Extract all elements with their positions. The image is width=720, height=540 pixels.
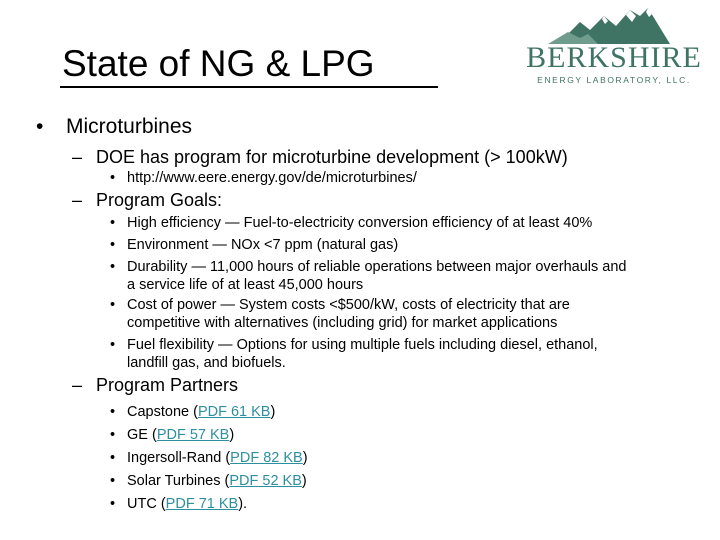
pdf-link[interactable]: PDF 57 KB [156,427,230,443]
pdf-link[interactable]: PDF 82 KB [230,450,303,466]
bullet-microturbines: Microturbines [66,115,193,138]
bullet-mark: • [110,404,116,420]
partner-name: Solar Turbines [127,473,221,489]
program-goals-heading: Program Goals: [96,190,223,210]
berkshire-logo [518,2,710,94]
goal-efficiency: High efficiency — Fuel-to-electricity conversion efficiency of at least 40% [127,215,593,231]
logo-subtitle: ENERGY LABORATORY, LLC. [537,75,691,85]
dash-mark: – [72,147,83,167]
paren-open: ( [156,496,166,512]
paren-open: ( [220,473,230,489]
paren-open: ( [189,404,198,420]
bullet-mark: • [110,170,116,186]
paren-close: ) [301,473,307,489]
goal-cost-line2: competitive with alternatives (including grid) for market applications [127,315,558,331]
bullet-mark: • [110,337,116,353]
doe-program-text: DOE has program for microturbine development (> 100kW) [96,147,568,167]
bullet-mark: • [36,115,44,138]
partner-name: Capstone [127,404,190,420]
partner-item [127,472,307,490]
goal-environment: Environment — NOx <7 ppm (natural gas) [127,237,399,253]
dash-mark: – [72,190,83,210]
logo-wordmark: BERKSHIRE [526,41,702,74]
paren-close: ) [229,427,235,443]
partner-name: Ingersoll-Rand [127,450,222,466]
partner-item [127,495,247,513]
paren-close: ) [270,404,276,420]
bullet-mark: • [110,259,116,275]
goal-durability-line1: Durability — 11,000 hours of reliable operations between major overhauls and [127,259,627,275]
pdf-link[interactable]: PDF 52 KB [229,473,302,489]
partner-item [127,403,275,421]
doe-url[interactable]: http://www.eere.energy.gov/de/microturbines/ [127,170,417,186]
bullet-mark: • [110,237,116,253]
partner-item [127,449,308,467]
paren-close: ). [238,496,248,512]
bullet-mark: • [110,427,116,443]
partner-name: GE [127,427,148,443]
paren-open: ( [147,427,157,443]
slide-title: State of NG & LPG [62,43,375,84]
bullet-mark: • [110,215,116,231]
goal-cost-line1: Cost of power — System costs <$500/kW, costs of electricity that are [127,297,570,313]
bullet-mark: • [110,297,116,313]
partner-item [127,426,234,444]
paren-close: ) [302,450,308,466]
paren-open: ( [221,450,231,466]
goal-fuel-line2: landfill gas, and biofuels. [127,355,286,371]
dash-mark: – [72,375,83,395]
pdf-link[interactable]: PDF 71 KB [165,496,239,512]
title-underline [60,86,438,88]
goal-fuel-line1: Fuel flexibility — Options for using multiple fuels including diesel, ethanol, [127,337,598,353]
pdf-link[interactable]: PDF 61 KB [197,404,271,420]
goal-durability-line2: a service life of at least 45,000 hours [127,277,364,293]
bullet-mark: • [110,473,116,489]
bullet-mark: • [110,496,116,512]
partner-name: UTC [127,496,157,512]
program-partners-heading: Program Partners [96,375,239,395]
mountain-icon [518,2,710,44]
bullet-mark: • [110,450,116,466]
